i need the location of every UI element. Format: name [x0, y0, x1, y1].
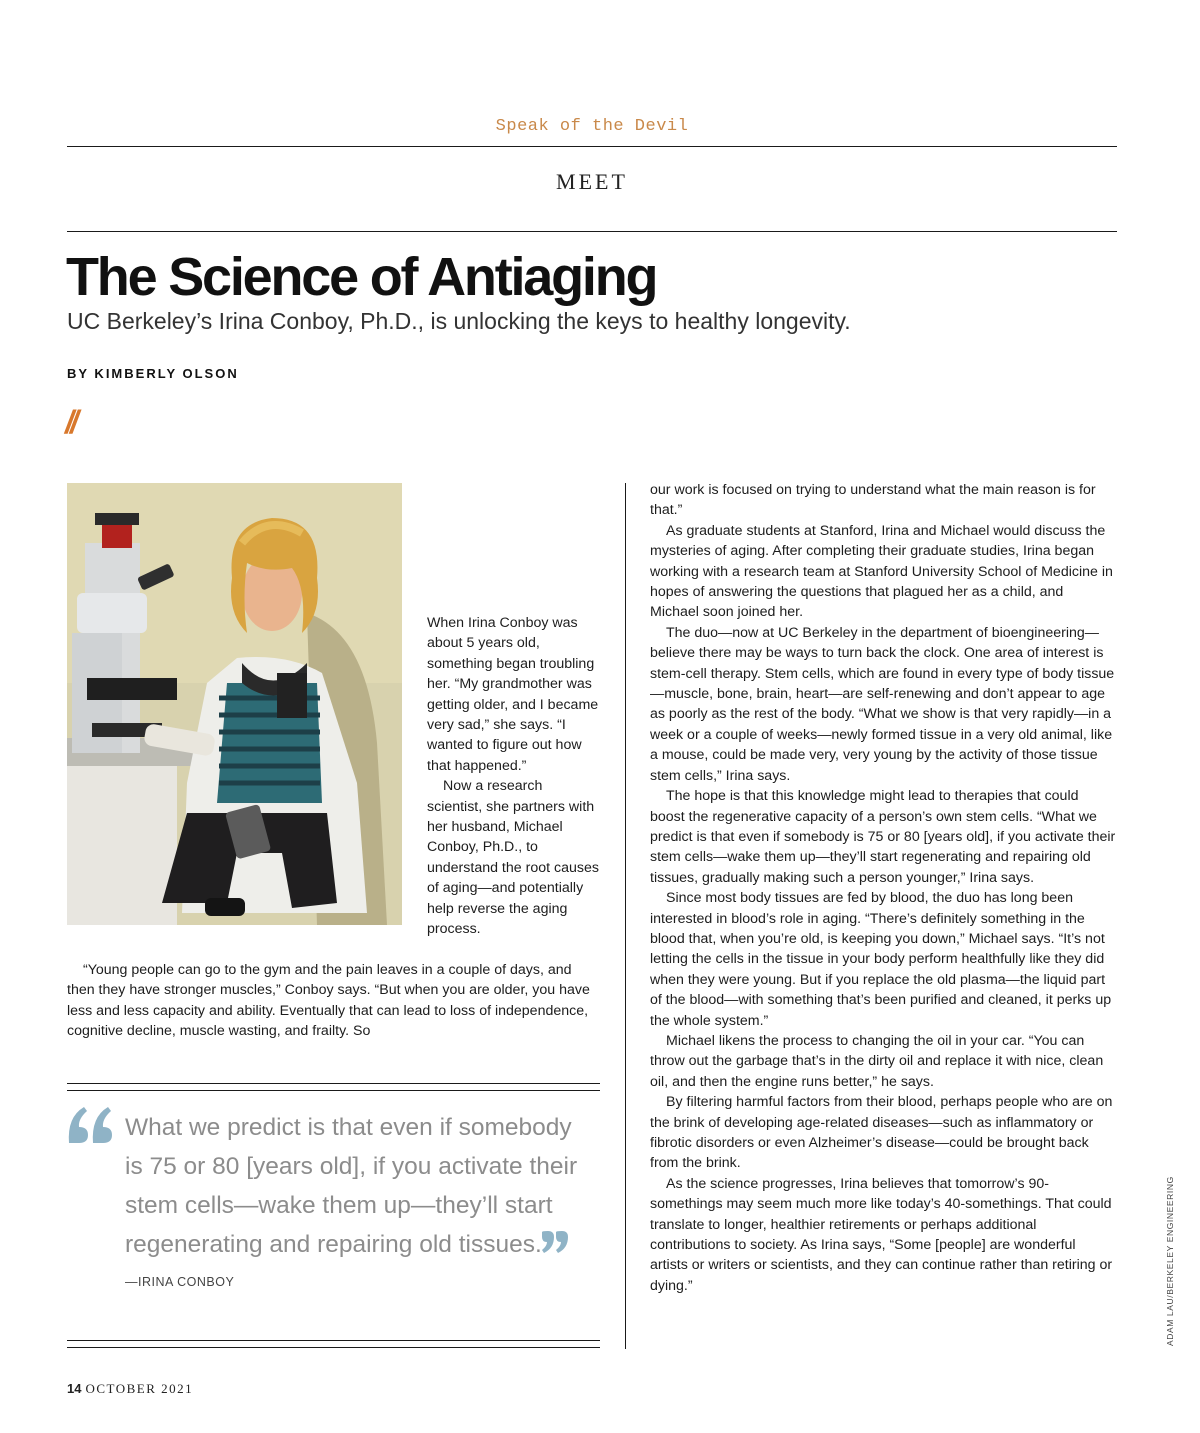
right-paragraph-4: The hope is that this knowledge might lead to therapies that could boost the regenerative capacity of a person’s own stem cells. “What we predict is that even if somebody is 75 or 80 [years old], if you activate their stem cells—wake them up—they’ll start regenerating and repairing old tissues, gradually making such a person younger,” Irina says. [650, 788, 1116, 886]
left-column-body [67, 960, 600, 1042]
pull-quote [125, 1108, 595, 1266]
kicker: Speak of the Devil [495, 117, 689, 136]
intro-paragraph-2: Now a research scientist, she partners with her husband, Michael Conboy, Ph.D., to understand the root causes of aging—and potentially help reverse the aging process. [427, 778, 599, 938]
left-paragraph-1: “Young people can go to the gym and the pain leaves in a couple of days, and then they have stronger muscles,” Conboy says. “But when you are older, you have less and less capacity and ability. Eventually that can lead to loss of independence, cognitive decline, muscle wasting, and frailty. So [67, 962, 590, 1040]
right-paragraph-3: The duo—now at UC Berkeley in the department of bioengineering—believe there may be ways to turn back the clock. One area of interest is stem-cell therapy. Stem cells, which are found in every type of body tissue—muscle, bone, brain, heart—are self-renewing and don’t appear to age as poorly as the rest of the body. “What we show is that very rapidly—in a week or a couple of weeks—newly formed tissue in a very old animal, like a mouse, could be made very, very young by the activity of those tissue stem cells,” Irina says. [650, 624, 1115, 784]
portrait-photo [67, 483, 402, 925]
page-number: 14 [67, 1381, 82, 1396]
page-footer [67, 1381, 193, 1397]
right-paragraph-8: As the science progresses, Irina believes that tomorrow’s 90-somethings may seem much more like today’s 40-somethings. That could translate to longer, healthier retirements or perhaps additional contributions to society. As Irina says, “Some [people] are wonderful artists or writers or scientists, and they can continue rather than retiring or dying.” [650, 1175, 1113, 1294]
byline: BY KIMBERLY OLSON [67, 366, 239, 381]
close-quote-icon [540, 1227, 570, 1266]
intro-wrap-text [427, 613, 599, 940]
pullquote-rule-top-2 [67, 1090, 600, 1091]
right-paragraph-7: By filtering harmful factors from their blood, perhaps people who are on the brink of developing age-related diseases—such as inflammatory or fibrotic disorders or even Alzheimer’s disease—could be brought back from the brink. [650, 1094, 1113, 1172]
article-title: The Science of Antiaging [66, 247, 657, 307]
pullquote-rule-bottom-1 [67, 1340, 600, 1341]
column-divider [625, 483, 626, 1349]
right-paragraph-2: As graduate students at Stanford, Irina and Michael would discuss the mysteries of aging. After completing their graduate studies, Irina began working with a research team at Stanford University School of Medicine in hopes of answering the questions that plagued her as a child, and Michael soon joined her. [650, 522, 1113, 621]
pullquote-rule-bottom-2 [67, 1347, 600, 1348]
open-quote-icon [66, 1105, 116, 1150]
right-column-body [650, 480, 1116, 1296]
pull-quote-attribution: —IRINA CONBOY [125, 1275, 235, 1289]
right-paragraph-5: Since most body tissues are fed by blood, the duo has long been interested in blood’s role in aging. “There’s definitely something in the blood that, when you’re old, is keeping you down,” Michael says. “It’s not letting the cells in the tissue in your body perform healthfully like they did when they were young. But if you replace the old plasma—the liquid part of the blood—with something that’s been purified and cleaned, it perks up the whole system.” [650, 890, 1112, 1029]
pull-quote-text: What we predict is that even if somebody is 75 or 80 [years old], if you activate their stem cells—wake them up—they’ll start regenerating and repairing old tissues. [125, 1114, 578, 1258]
issue-date: OCTOBER 2021 [85, 1381, 194, 1396]
header-rule-top [67, 146, 1117, 147]
right-paragraph-6: Michael likens the process to changing the oil in your car. “You can throw out the garbage that’s in the dirty oil and replace it with nice, clean oil, and then the engine runs better,” he says. [650, 1032, 1104, 1090]
portrait-illustration [67, 483, 402, 925]
photo-credit: ADAM LAU/BERKELEY ENGINEERING [1165, 1176, 1175, 1346]
pullquote-rule-top-1 [67, 1083, 600, 1084]
right-paragraph-1: our work is focused on trying to understand what the main reason is for that.” [650, 482, 1096, 519]
article-dek: UC Berkeley’s Irina Conboy, Ph.D., is unlocking the keys to healthy longevity. [67, 308, 851, 334]
intro-paragraph-1: When Irina Conboy was about 5 years old, something began troubling her. “My grandmother was getting older, and I became very sad,” she says. “I wanted to figure out how that happened.” [427, 615, 599, 774]
section-label: MEET [556, 169, 628, 194]
section-ornament: // [65, 404, 75, 440]
header-rule-bottom [67, 231, 1117, 232]
